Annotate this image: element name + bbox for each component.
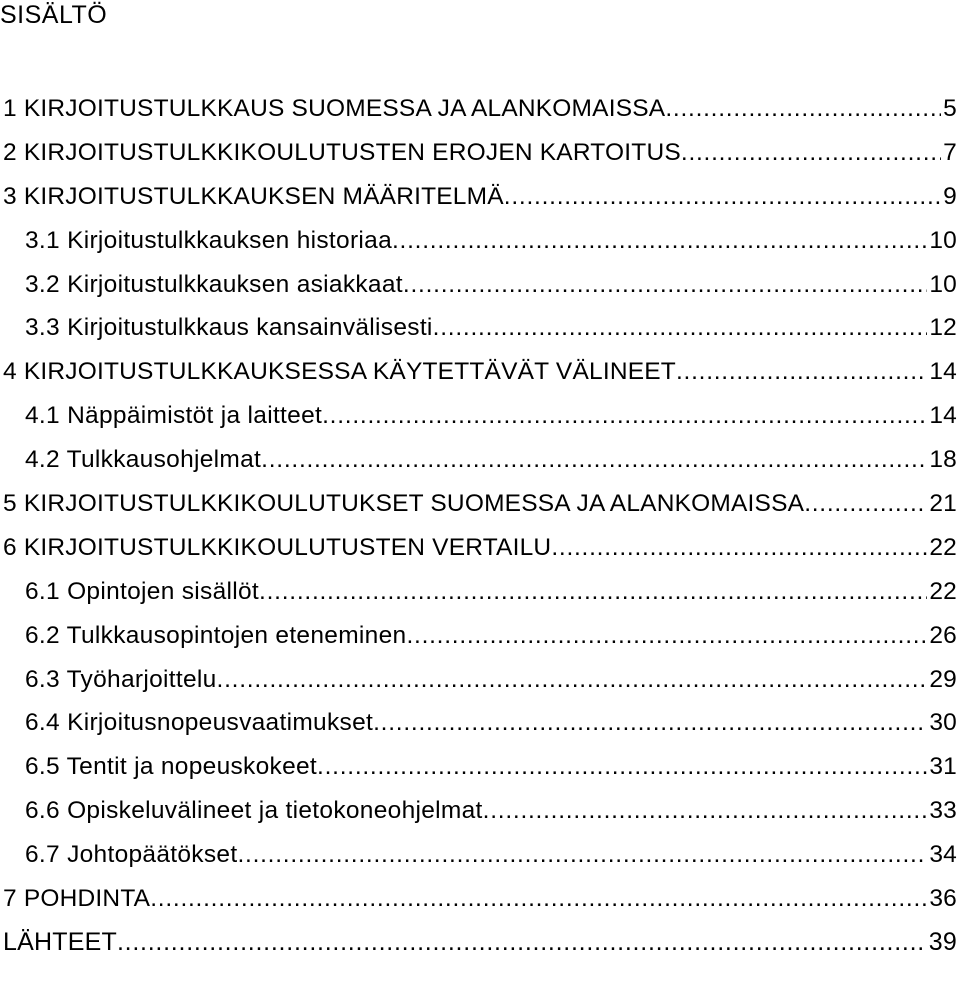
toc-page-number: 36 [929,885,957,913]
toc-page-number: 34 [929,841,957,869]
toc-entry-4-1[interactable] [3,394,957,438]
toc-entry-sources[interactable] [3,921,957,965]
dot-leader [237,833,927,877]
toc-entry-title: 3.3 Kirjoitustulkkaus kansainvälisesti [25,314,433,342]
toc-entry-6[interactable] [3,526,957,570]
dot-leader [483,789,928,833]
dot-leader [317,745,927,789]
toc-entry-6-5[interactable] [3,745,957,789]
toc-entry-6-2[interactable] [3,614,957,658]
toc-entry-title: 5 KIRJOITUSTULKKIKOULUTUKSET SUOMESSA JA ALANKOMAISSA [3,490,805,518]
toc-entry-title: 3 KIRJOITUSTULKKAUKSEN MÄÄRITELMÄ [3,182,504,210]
toc-page-number: 21 [929,490,957,518]
toc-page-number: 12 [929,314,957,342]
toc-page-number: 10 [929,270,957,298]
dot-leader [504,175,941,219]
dot-leader [551,526,927,570]
toc-page-number: 22 [929,577,957,605]
dot-leader [373,701,927,745]
toc-entry-6-6[interactable] [3,789,957,833]
dot-leader [403,263,927,307]
toc-entry-7[interactable] [3,877,957,921]
toc-page-number: 14 [929,402,957,430]
toc-entry-title: 6.3 Työharjoittelu [25,665,217,693]
toc-page-number: 14 [929,358,957,386]
toc-entry-4-2[interactable] [3,438,957,482]
toc-entry-title: 6.4 Kirjoitusnopeusvaatimukset [25,709,374,737]
toc-page-number: 30 [929,709,957,737]
dot-leader [676,350,927,394]
dot-leader [433,306,928,350]
table-of-contents [3,87,957,965]
dot-leader [406,614,927,658]
dot-leader [804,482,927,526]
toc-page-number: 7 [943,138,957,166]
toc-entry-title: 4.1 Näppäimistöt ja laitteet [25,402,323,430]
toc-page-number: 33 [929,797,957,825]
toc-entry-5[interactable] [3,482,957,526]
toc-entry-title: 6.2 Tulkkausopintojen eteneminen [25,621,407,649]
toc-entry-title: 7 POHDINTA [3,885,151,913]
dot-leader [392,219,927,263]
toc-entry-3-3[interactable] [3,306,957,350]
dot-leader [681,131,941,175]
toc-entry-6-4[interactable] [3,701,957,745]
toc-page-number: 29 [929,665,957,693]
toc-entry-title: 6.7 Johtopäätökset [25,841,238,869]
dot-leader [150,877,927,921]
toc-entry-title: 6.6 Opiskeluvälineet ja tietokoneohjelmat [25,797,483,825]
dot-leader [217,658,928,702]
toc-page-number: 9 [943,182,957,210]
toc-entry-title: 3.1 Kirjoitustulkkauksen historiaa [25,226,392,254]
toc-entry-6-1[interactable] [3,570,957,614]
dot-leader [261,438,927,482]
toc-entry-title: 6 KIRJOITUSTULKKIKOULUTUSTEN VERTAILU [3,533,552,561]
toc-entry-title: 6.1 Opintojen sisällöt [25,577,260,605]
toc-page-number: 18 [929,446,957,474]
toc-page-number: 22 [929,533,957,561]
toc-entry-3-1[interactable] [3,219,957,263]
toc-entry-1[interactable] [3,87,957,131]
toc-entry-3[interactable] [3,175,957,219]
toc-entry-6-3[interactable] [3,658,957,702]
toc-entry-title: 4 KIRJOITUSTULKKAUKSESSA KÄYTETTÄVÄT VÄLINEET [3,358,676,386]
dot-leader [259,570,927,614]
toc-entry-title: 1 KIRJOITUSTULKKAUS SUOMESSA JA ALANKOMAISSA [3,95,666,122]
toc-page-number: 5 [943,95,957,122]
dot-leader [117,921,927,965]
toc-page-number: 26 [929,621,957,649]
dot-leader [322,394,927,438]
toc-entry-title: 4.2 Tulkkausohjelmat [25,446,262,474]
toc-entry-6-7[interactable] [3,833,957,877]
toc-entry-3-2[interactable] [3,263,957,307]
dot-leader [665,87,941,131]
toc-entry-4[interactable] [3,350,957,394]
toc-page-number: 31 [929,753,957,781]
toc-entry-title: 6.5 Tentit ja nopeuskokeet [25,753,318,781]
toc-page-number: 10 [929,226,957,254]
toc-entry-2[interactable] [3,131,957,175]
toc-entry-title: 3.2 Kirjoitustulkkauksen asiakkaat [25,270,403,298]
toc-page-number: 39 [928,927,957,956]
toc-entry-title: 2 KIRJOITUSTULKKIKOULUTUSTEN EROJEN KARTOITUS [3,138,681,166]
page-title: SISÄLTÖ [0,1,108,29]
toc-entry-title: LÄHTEET [3,927,117,956]
